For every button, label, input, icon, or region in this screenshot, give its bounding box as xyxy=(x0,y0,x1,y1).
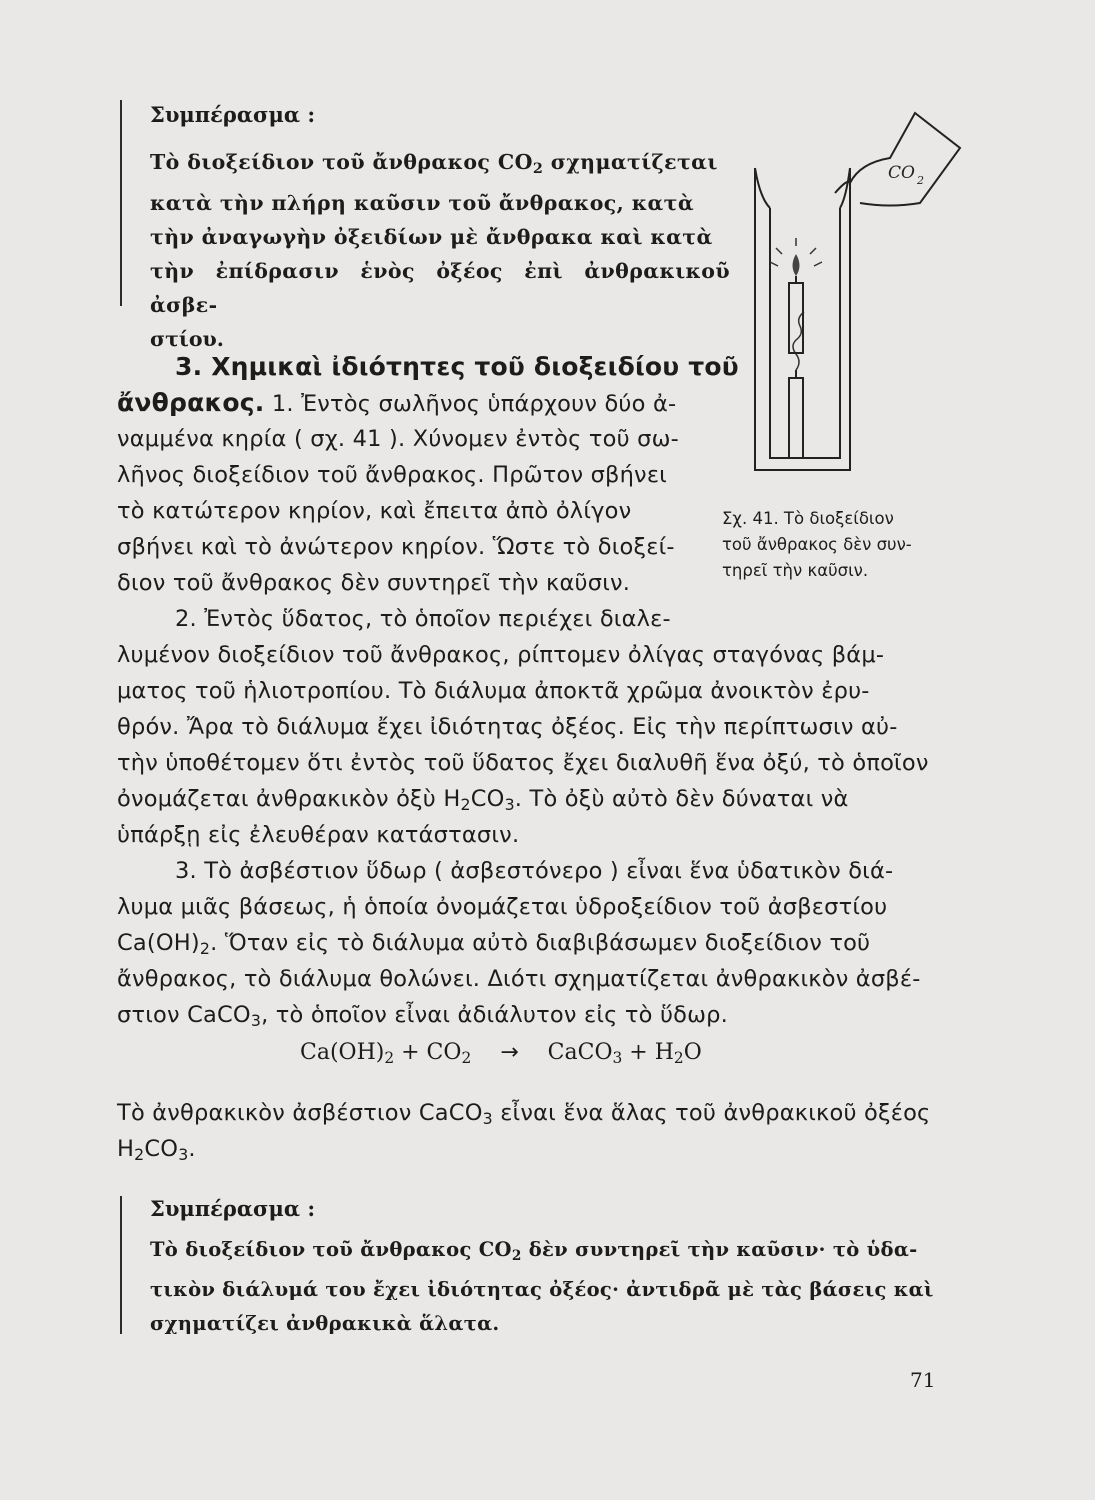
caption-line: Σχ. 41. Τὸ διοξείδιον xyxy=(722,509,894,528)
conclusion-line: τικὸν διάλυμά του ἔχει ἰδιότητας ὀξέος· ἀντιδρᾶ μὲ τὰς βάσεις καὶ xyxy=(150,1278,934,1301)
conclusion-heading: Συμπέρασμα : xyxy=(150,102,316,127)
conclusion-box-1 xyxy=(120,100,730,351)
lower-candle xyxy=(789,378,803,458)
co2-label-sub: 2 xyxy=(917,174,924,187)
paragraph-line: $Ca(OH)_2$. Ὅταν εἰς τὸ διάλυμα αὐτὸ διαβιβάσωμεν διοξείδιον τοῦ xyxy=(117,930,871,958)
paragraph-line: διον τοῦ ἄνθρακος δὲν συντηρεῖ τὴν καῦσιν. xyxy=(117,570,631,596)
flame-icon xyxy=(793,254,800,276)
arrow-icon: → xyxy=(500,1040,519,1065)
conclusion-line: Τὸ διοξείδιον τοῦ ἄνθρακος $CO_2$ σχηματίζεται xyxy=(150,150,718,177)
paragraph-line: λυμένον διοξείδιον τοῦ ἄνθρακος, ρίπτομεν ὀλίγας σταγόνας βάμ- xyxy=(117,642,885,668)
test-tube-figure xyxy=(740,108,965,478)
conclusion-box-2 xyxy=(120,1196,940,1334)
paragraph-line: ἄνθρακος, τὸ διάλυμα θολώνει. Διότι σχηματίζεται ἀνθρακικὸν ἀσβέ- xyxy=(117,966,921,992)
paragraph-line: θρόν. Ἄρα τὸ διάλυμα ἔχει ἰδιότητας ὀξέος. Εἰς τὴν περίπτωσιν αὐ- xyxy=(117,714,898,740)
section-heading-cont: ἄνθρακος. xyxy=(117,388,265,417)
paragraph-line: $H_2CO_3$. xyxy=(117,1136,196,1164)
conclusion-line: στίου. xyxy=(150,327,224,351)
paragraph-line: ἄνθρακος. 1. Ἐντὸς σωλῆνος ὑπάρχουν δύο ἀ- xyxy=(117,388,677,417)
co2-jar xyxy=(850,113,960,206)
paragraph-line: ὀνομάζεται ἀνθρακικὸν ὀξὺ $H_2CO_3$. Τὸ ὀξὺ αὐτὸ δὲν δύναται νὰ xyxy=(117,786,849,814)
paragraph-line: τὴν ὑποθέτομεν ὅτι ἐντὸς τοῦ ὕδατος ἔχει διαλυθῆ ἕνα ὀξύ, τὸ ὁποῖον xyxy=(117,750,929,776)
paragraph-line: Τὸ ἀνθρακικὸν ἀσβέστιον CaCO$_3$ εἶναι ἕνα ἅλας τοῦ ἀνθρακικοῦ ὀξέος xyxy=(117,1100,931,1128)
paragraph-line: τὸ κατώτερον κηρίον, καὶ ἔπειτα ἀπὸ ὀλίγον xyxy=(117,498,632,524)
paragraph-line: στιον CaCO$_3$, τὸ ὁποῖον εἶναι ἀδιάλυτον εἰς τὸ ὕδωρ. xyxy=(117,1002,729,1030)
conclusion-line: τὴν ἐπίδρασιν ἑνὸς ὀξέος ἐπὶ ἀνθρακικοῦ ἀσβε- xyxy=(150,259,730,317)
upper-candle xyxy=(789,283,803,353)
conclusion-line: κατὰ τὴν πλήρη καῦσιν τοῦ ἄνθρακος, κατὰ xyxy=(150,191,695,215)
paragraph-line: λυμα μιᾶς βάσεως, ἡ ὁποία ὀνομάζεται ὑδροξείδιον τοῦ ἀσβεστίου xyxy=(117,894,888,920)
paragraph-line: ματος τοῦ ἡλιοτροπίου. Τὸ διάλυμα ἀποκτᾶ χρῶμα ἀνοικτὸν ἐρυ- xyxy=(117,678,870,704)
paragraph-line: σβήνει καὶ τὸ ἀνώτερον κηρίον. Ὥστε τὸ διοξεί- xyxy=(117,534,675,560)
conclusion-line: Τὸ διοξείδιον τοῦ ἄνθρακος $CO_2$ δὲν συντηρεῖ τὴν καῦσιν· τὸ ὑδα- xyxy=(150,1238,918,1264)
paragraph-line: 2. Ἐντὸς ὕδατος, τὸ ὁποῖον περιέχει διαλε- xyxy=(175,606,671,632)
conclusion-line: σχηματίζει ἀνθρακικὰ ἅλατα. xyxy=(150,1312,500,1335)
chemical-equation: $Ca(OH)_2 + CO_2$ → CaCO$_3$ + $H_2O$ xyxy=(300,1040,702,1067)
paragraph-line: λῆνος διοξείδιον τοῦ ἄνθρακος. Πρῶτον σβήνει xyxy=(117,462,667,488)
conclusion-line: τὴν ἀναγωγὴν ὀξειδίων μὲ ἄνθρακα καὶ κατὰ xyxy=(150,225,713,249)
figure-caption xyxy=(722,506,952,584)
co2-label: CO xyxy=(888,163,915,183)
caption-line: τοῦ ἄνθρακος δὲν συν- xyxy=(722,535,912,554)
caption-line: τηρεῖ τὴν καῦσιν. xyxy=(722,561,869,580)
page-number: 71 xyxy=(910,1368,936,1392)
conclusion-heading: Συμπέρασμα : xyxy=(150,1196,316,1221)
paragraph-line: ναμμένα κηρία ( σχ. 41 ). Χύνομεν ἐντὸς τοῦ σω- xyxy=(117,426,679,452)
section-heading: 3. Χημικαὶ ἰδιότητες τοῦ διοξειδίου τοῦ xyxy=(175,352,739,381)
paragraph-line: ὑπάρξῃ εἰς ἐλευθέραν κατάστασιν. xyxy=(117,822,520,848)
paragraph-line: 3. Τὸ ἀσβέστιον ὕδωρ ( ἀσβεστόνερο ) εἶναι ἕνα ὑδατικὸν διά- xyxy=(175,858,894,884)
